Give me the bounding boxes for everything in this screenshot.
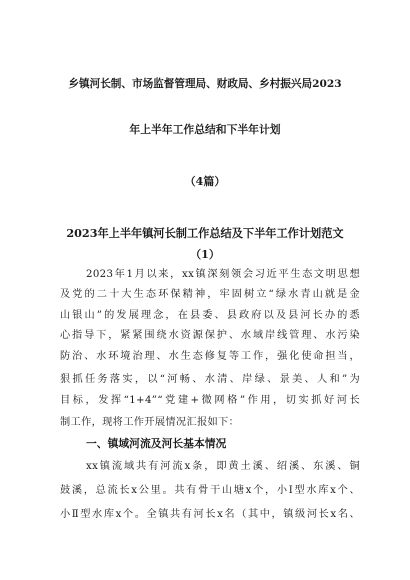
paragraph-line: 目标，发挥“1+4”“党建+微网格”作用，切实抓好河长 [60, 395, 360, 406]
paragraph-line: 鼓溪，总流长x公里。共有骨干山塘x个，小Ⅰ型水库x个、 [60, 485, 360, 496]
section-title: 2023年上半年镇河长制工作总结及下半年工作计划范文 [66, 226, 344, 240]
paragraph-line: 防治、水环境治理、水生态修复等工作，强化使命担当， [60, 351, 360, 362]
document-parts-count: （4篇） [184, 175, 226, 188]
paragraph-line: 及党的二十大生态环保精神，牢固树立“绿水青山就是金 [60, 289, 360, 300]
section-heading: 一、镇域河流及河长基本情况 [86, 437, 227, 450]
paragraph-line: 狠抓任务落实，以“河畅、水清、岸绿、景美、人和”为 [60, 374, 360, 385]
document-title-line-1: 乡镇河长制、市场监督管理局、财政局、乡村振兴局2023 [68, 78, 342, 90]
paragraph-line: 制工作，现将工作开展情况汇报如下： [60, 417, 240, 428]
paragraph-line: 心指导下，紧紧围绕水资源保护、水域岸线管理、水污染 [60, 330, 360, 341]
paragraph-line: 小Ⅱ型水库x个。全镇共有河长x名（其中，镇级河长x名、 [60, 509, 360, 520]
paragraph-line: 2023年1月以来，xx镇深刻领会习近平生态文明思想 [86, 269, 360, 280]
document-title-line-2: 年上半年工作总结和下半年计划 [129, 123, 281, 136]
paragraph-line: xx镇流域共有河流x条，即黄土溪、绍溪、东溪、铜 [86, 461, 360, 472]
paragraph-line: 山银山”的发展理念，在县委、县政府以及县河长办的悉 [60, 310, 360, 321]
section-number: （1） [190, 248, 220, 261]
